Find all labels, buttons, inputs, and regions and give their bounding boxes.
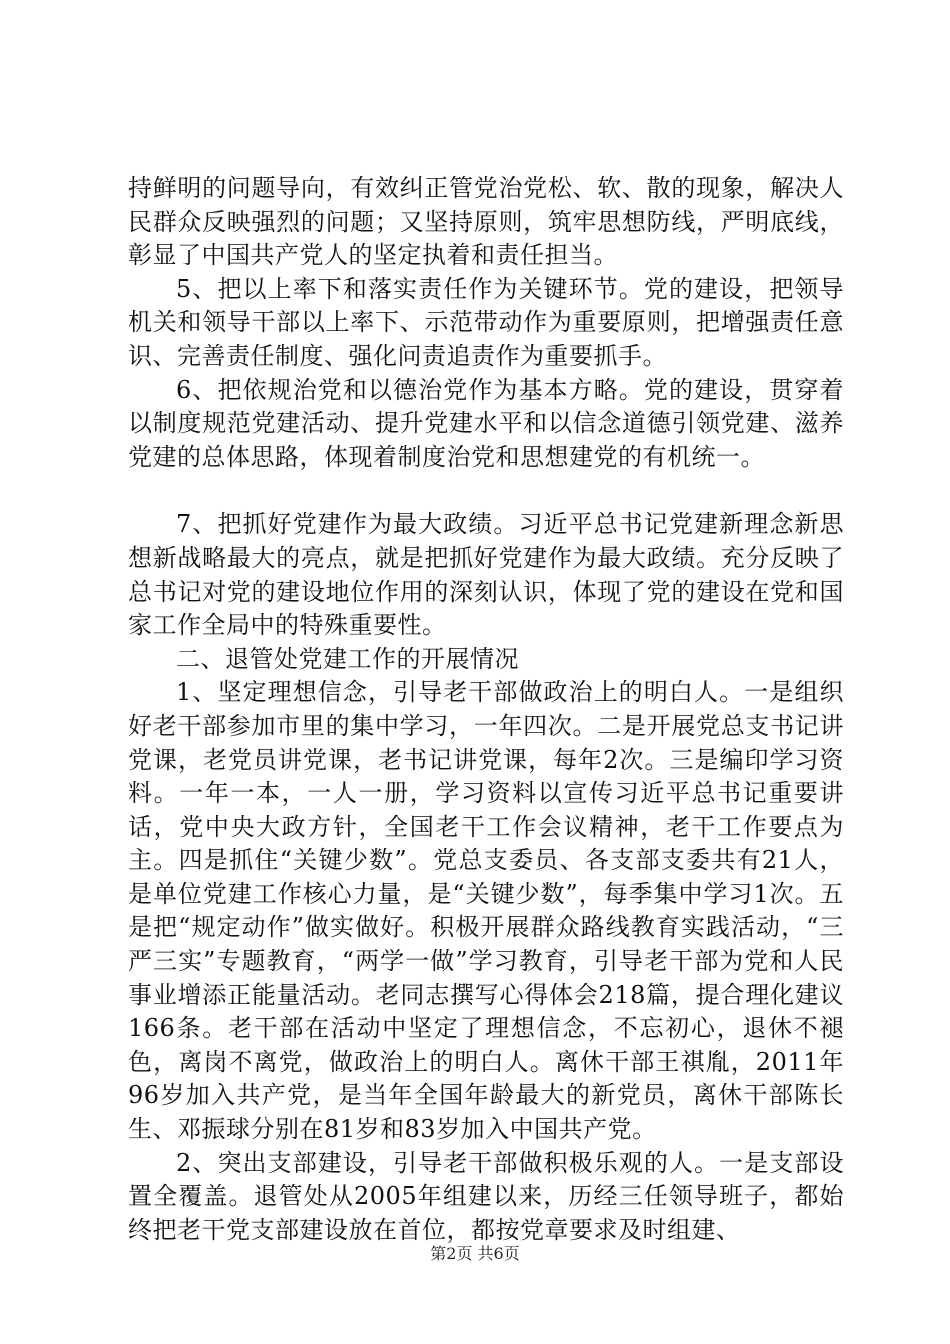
paragraph-point-5: 5、把以上率下和落实责任作为关键环节。党的建设，把领导机关和领导干部以上率下、示范带动作为重要原则，把增强责任意识、完善责任制度、强化问责追责作为重要抓手。 [128, 274, 844, 370]
paragraph-item-1: 1、坚定理想信念，引导老干部做政治上的明白人。一是组织好老干部参加市里的集中学习，一年四次。二是开展党总支书记讲党课，老党员讲党课，老书记讲党课，每年2次。三是编印学习资料。一年一本，一人一册，学习资料以宣传习近平总书记重要讲话，党中央大政方针，全国老干工作会议精神，老干工作要点为主。四是抓住“关键少数”。党总支委员、各支部支委共有21人，是单位党建工作核心力量，是“关键少数”，每季集中学习1次。五是把“规定动作”做实做好。积极开展群众路线教育实践活动，“三严三实”专题教育，“两学一做”学习教育，引导老干部为党和人民事业增添正能量活动。老同志撰写心得体会218篇，提合理化建议166条。老干部在活动中坚定了理想信念，不忘初心，退休不褪色，离岗不离党，做政治上的明白人。离休干部王祺胤，2011年96岁加入共产党，是当年全国年龄最大的新党员，离休干部陈长生、邓振球分别在81岁和83岁加入中国共产党。 [128, 678, 844, 1144]
paragraph-point-7: 7、把抓好党建作为最大政绩。习近平总书记党建新理念新思想新战略最大的亮点，就是把抓好党建作为最大政绩。充分反映了总书记对党的建设地位作用的深刻认识，体现了党的建设在党和国家工作全局中的特殊重要性。 [128, 510, 844, 640]
page-number-footer: 第2页 共6页 [430, 1244, 520, 1263]
section-heading: 二、退管处党建工作的开展情况 [176, 644, 519, 673]
paragraph-item-2: 2、突出支部建设，引导老干部做积极乐观的人。一是支部设置全覆盖。退管处从2005年组建以来，历经三任领导班子，都始终把老干党支部建设放在首位，都按党章要求及时组建、 [128, 1148, 844, 1244]
paragraph-point-6: 6、把依规治党和以德治党作为基本方略。党的建设，贯穿着以制度规范党建活动、提升党建水平和以信念道德引领党建、滋养党建的总体思路，体现着制度治党和思想建党的有机统一。 [128, 375, 844, 471]
paragraph-spacer [128, 474, 844, 508]
document-body [128, 172, 844, 1247]
paragraph-continuation: 持鲜明的问题导向，有效纠正管党治党松、软、散的现象，解决人民群众反映强烈的问题；又坚持原则，筑牢思想防线，严明底线，彰显了中国共产党人的坚定执着和责任担当。 [128, 174, 844, 270]
